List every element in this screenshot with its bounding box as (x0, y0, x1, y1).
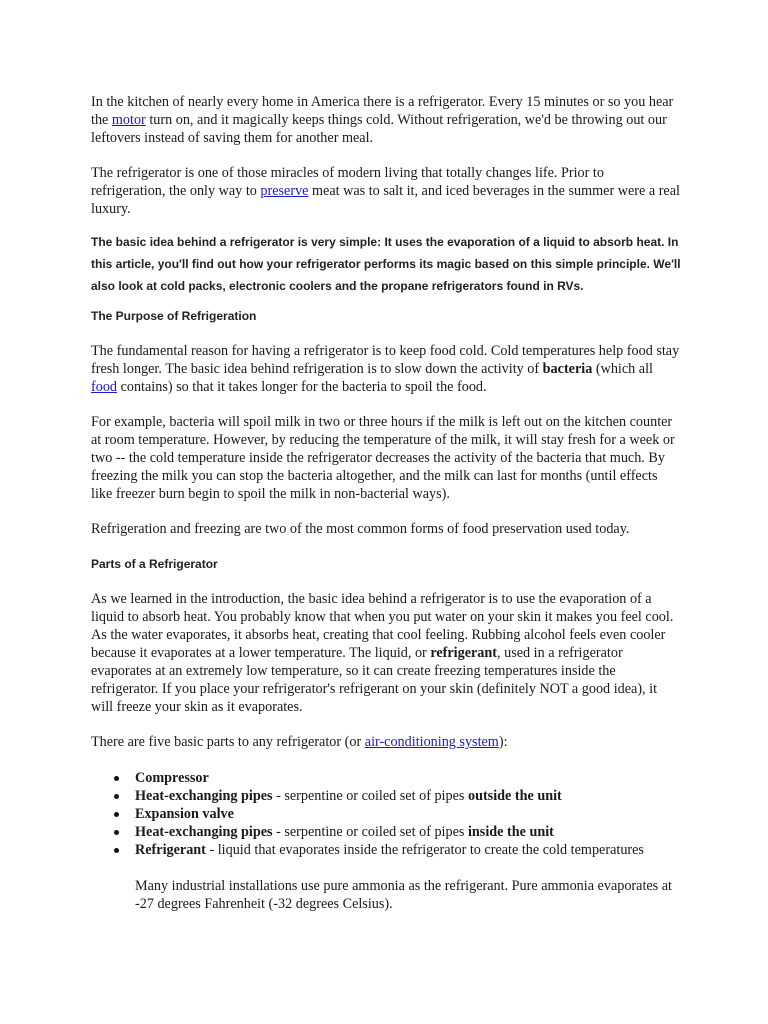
milk-example-paragraph: For example, bacteria will spoil milk in two or three hours if the milk is left out on the kitchen counter at room temperature. However, by reducing the temperature of the milk, it will stay fresh for a week or two -- the cold temperature inside the refrigerator decreases the activity of the bacteria that much. By freezing the milk you can stop the bacteria altogether, and the milk can last for months (until effects like freezer burn begin to spoil the milk in non-bacterial ways). (91, 414, 675, 502)
intro-paragraph: In the kitchen of nearly every home in America there is a refrigerator. Every 15 minutes or so you hear the motor turn on, and it magically keeps things cold. Without refrigeration, we'd be throwing out our leftovers instead of saving them for another meal. (91, 94, 674, 146)
purpose-paragraph: The fundamental reason for having a refrigerator is to keep food cold. Cold temperatures help food stay fresh longer. The basic idea behind refrigeration is to slow down the activity of bacteria (which all food contains) so that it takes longer for the bacteria to spoil the food. (91, 343, 680, 395)
parts-heading: Parts of a Refrigerator (91, 557, 218, 571)
miracle-paragraph: The refrigerator is one of those miracles of modern living that totally changes life. Prior to refrigeration, the only way to preserve meat was to salt it, and iced beverages in the summer were a real luxury. (91, 165, 680, 217)
list-item: Heat-exchanging pipes - serpentine or coiled set of pipes outside the unit (135, 787, 681, 805)
motor-link[interactable]: motor (111, 112, 146, 128)
ammonia-note: Many industrial installations use pure ammonia as the refrigerant. Pure ammonia evaporates at -27 degrees Fahrenheit (-32 degrees Celsius). (135, 878, 672, 912)
preserve-link[interactable]: preserve (260, 183, 309, 199)
purpose-heading: The Purpose of Refrigeration (91, 309, 257, 323)
list-item: Compressor (135, 769, 681, 787)
list-item: Refrigerant - liquid that evaporates inside the refrigerator to create the cold temperatures (135, 841, 681, 859)
preservation-paragraph: Refrigeration and freezing are two of the most common forms of food preservation used today. (91, 521, 630, 537)
basic-idea-paragraph: The basic idea behind a refrigerator is very simple: It uses the evaporation of a liquid to absorb heat. In this article, you'll find out how your refrigerator performs its magic based on this simple principle. We'll also look at cold packs, electronic coolers and the propane refrigerators found in RVs. (91, 235, 681, 293)
parts-list (91, 769, 681, 859)
air-conditioning-link[interactable]: air-conditioning system (364, 734, 499, 750)
document-body (91, 93, 681, 913)
list-item: Heat-exchanging pipes - serpentine or coiled set of pipes inside the unit (135, 823, 681, 841)
list-item: Expansion valve (135, 805, 681, 823)
evaporation-paragraph: As we learned in the introduction, the basic idea behind a refrigerator is to use the evaporation of a liquid to absorb heat. You probably know that when you put water on your skin it makes you feel cool. As the water evaporates, it absorbs heat, creating that cool feeling. Rubbing alcohol feels even cooler because it evaporates at a lower temperature. The liquid, or refrigerant, used in a refrigerator evaporates at an extremely low temperature, so it can create freezing temperatures inside the refrigerator. If you place your refrigerator's refrigerant on your skin (definitely NOT a good idea), it will freeze your skin as it evaporates. (91, 591, 674, 715)
food-link[interactable]: food (91, 379, 118, 395)
five-parts-paragraph: There are five basic parts to any refrigerator (or air-conditioning system): (91, 734, 508, 750)
